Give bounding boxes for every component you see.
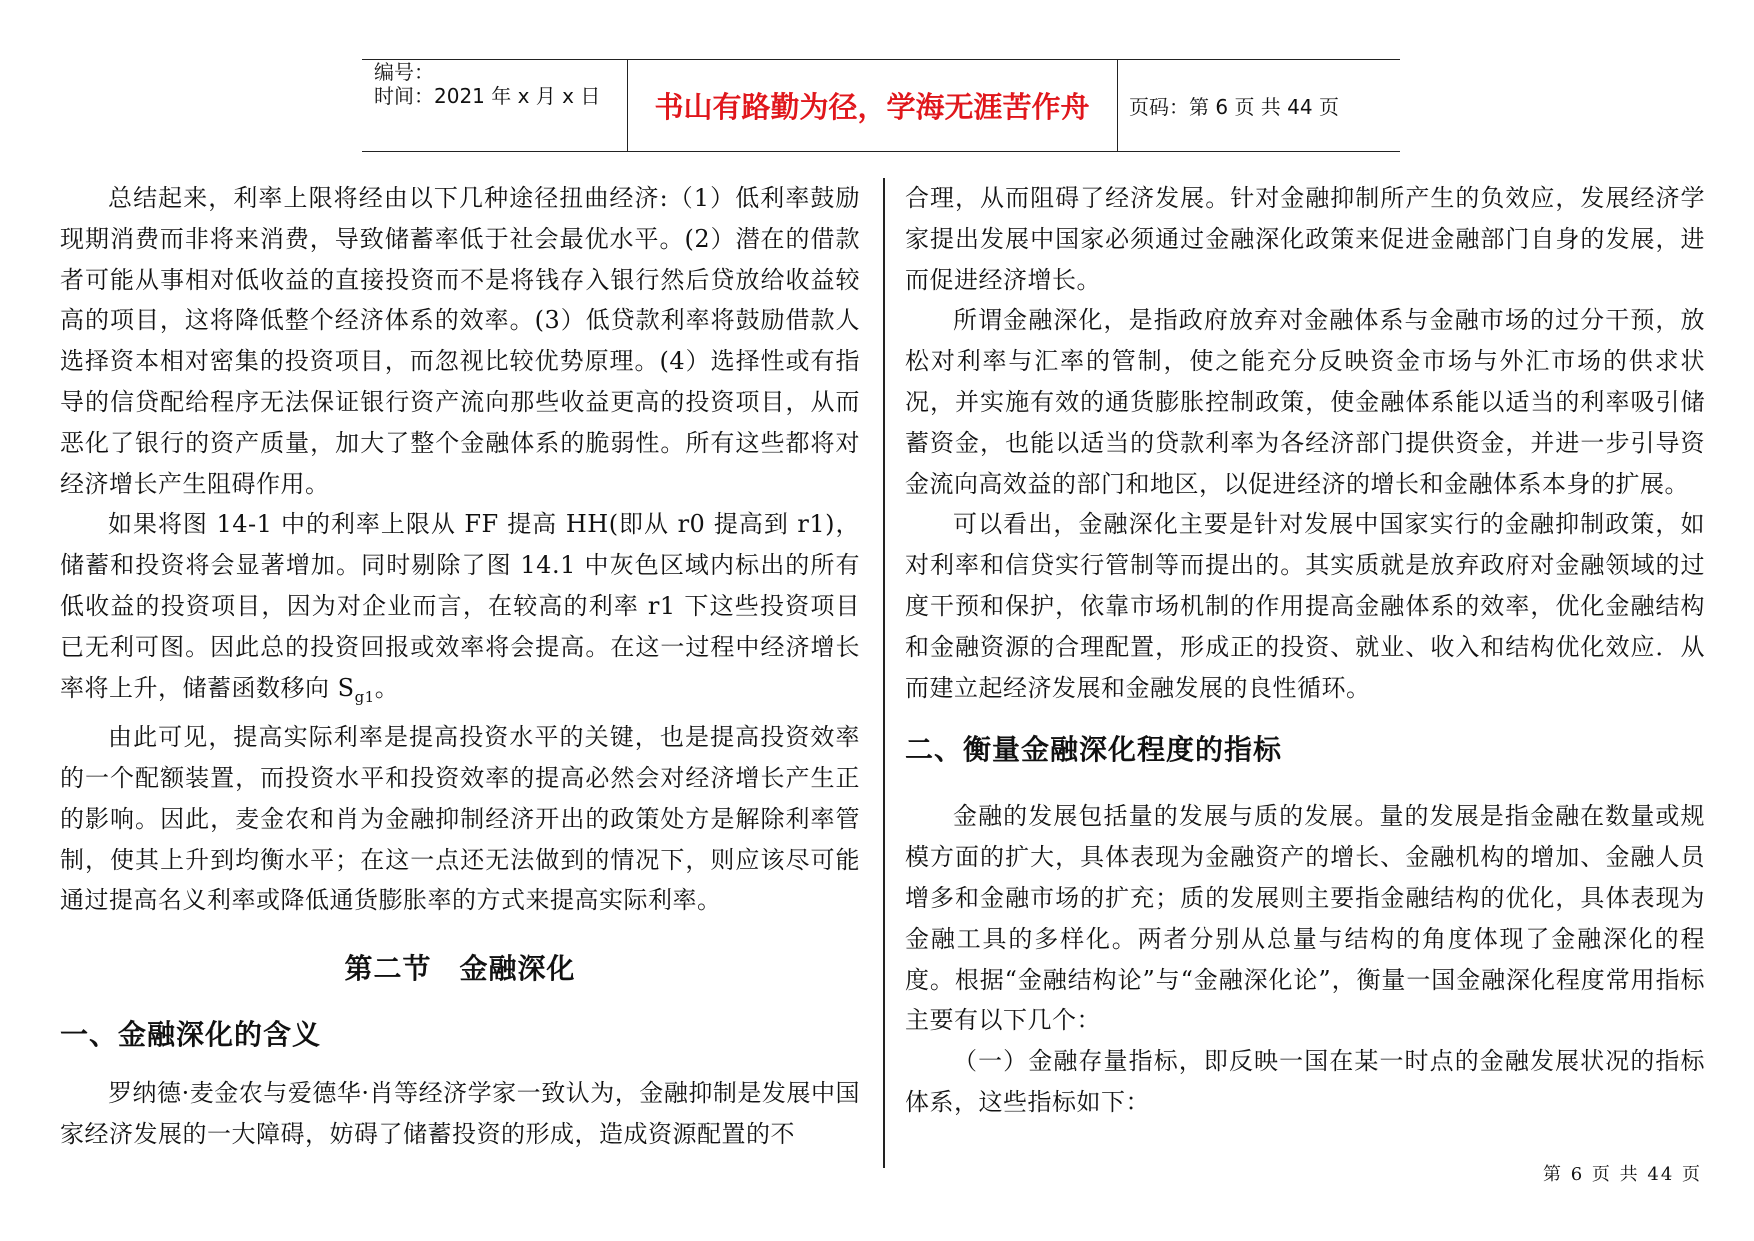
left-column: [60, 178, 860, 1155]
left-paragraph-2-text: 如果将图 14-1 中的利率上限从 FF 提高 HH(即从 r0 提高到 r1)，储蓄和投资将会显著增加。同时剔除了图 14.1 中灰色区域内标出的所有低收益的投资项目，因为对企业而言，在较高的利率 r1 下这些投资项目已无利可图。因此总的投资回报或效率将会提高。在这一过程中经济增长率将上升，储蓄函数移向 S: [60, 510, 860, 702]
right-paragraph-1: 合理，从而阻碍了经济发展。针对金融抑制所产生的负效应，发展经济学家提出发展中国家必须通过金融深化政策来促进金融部门自身的发展，进而促进经济增长。: [905, 184, 1705, 294]
motto: 书山有路勤为径，学海无涯苦作舟: [654, 90, 1090, 124]
header-page-info: 页码：第 6 页 共 44 页: [1129, 95, 1339, 119]
heading-meaning: 一、金融深化的含义: [60, 1018, 322, 1052]
left-paragraph-1: 总结起来，利率上限将经由以下几种途径扭曲经济:（1）低利率鼓励现期消费而非将来消费，导致储蓄率低于社会最优水平。(2）潜在的借款者可能从事相对低收益的直接投资而不是将钱存入银行然后贷放给收益较高的项目，这将降低整个经济体系的效率。(3）低贷款利率将鼓励借款人选择资本相对密集的投资项目，而忽视比较优势原理。(4）选择性或有指导的信贷配给程序无法保证银行资产流向那些收益更高的投资项目，从而恶化了银行的资产质量，加大了整个金融体系的脆弱性。所有这些都将对经济增长产生阻碍作用。: [60, 184, 860, 498]
left-paragraph-2-end: 。: [374, 673, 400, 702]
header-right-cell: [1117, 60, 1400, 151]
footer-page-number: 第 6 页 共 44 页: [1543, 1164, 1702, 1185]
subscript-g1: g1: [354, 687, 375, 706]
heading-indicators: 二、衡量金融深化程度的指标: [905, 733, 1283, 767]
left-paragraph-3: 由此可见，提高实际利率是提高投资水平的关键，也是提高投资效率的一个配额装置，而投资水平和投资效率的提高必然会对经济增长产生正的影响。因此，麦金农和肖为金融抑制经济开出的政策处方是解除利率管制，使其上升到均衡水平；在这一点还无法做到的情况下，则应该尽可能通过提高名义利率或降低通货膨胀率的方式来提高实际利率。: [60, 723, 860, 915]
right-paragraph-3: 可以看出，金融深化主要是针对发展中国家实行的金融抑制政策，如对利率和信贷实行管制等而提出的。其实质就是放弃政府对金融领域的过度干预和保护，依靠市场机制的作用提高金融体系的效率，优化金融结构和金融资源的合理配置，形成正的投资、就业、收入和结构优化效应．从而建立起经济发展和金融发展的良性循环。: [905, 510, 1705, 702]
header-left-cell: [362, 60, 628, 151]
left-paragraph-4: 罗纳德·麦金农与爱德华·肖等经济学家一致认为，金融抑制是发展中国家经济发展的一大障碍，妨碍了储蓄投资的形成，造成资源配置的不: [60, 1079, 860, 1148]
right-paragraph-2: 所谓金融深化，是指政府放弃对金融体系与金融市场的过分干预，放松对利率与汇率的管制，使之能充分反映资金市场与外汇市场的供求状况，并实施有效的通货膨胀控制政策，使金融体系能以适当的利率吸引储蓄资金，也能以适当的贷款利率为各经济部门提供资金，并进一步引导资金流向高效益的部门和地区，以促进经济的增长和金融体系本身的扩展。: [905, 306, 1705, 498]
column-divider: [883, 178, 885, 1168]
right-paragraph-5: （一）金融存量指标，即反映一国在某一时点的金融发展状况的指标体系，这些指标如下：: [905, 1047, 1705, 1116]
number-label: 编号：: [374, 60, 434, 84]
right-paragraph-4: 金融的发展包括量的发展与质的发展。量的发展是指金融在数量或规模方面的扩大，具体表现为金融资产的增长、金融机构的增加、金融人员增多和金融市场的扩充；质的发展则主要指金融结构的优化，具体表现为金融工具的多样化。两者分别从总量与结构的角度体现了金融深化的程度。根据“金融结构论”与“金融深化论”，衡量一国金融深化程度常用指标主要有以下几个：: [905, 802, 1705, 1035]
time-label: 时间：2021 年 x 月 x 日: [374, 84, 601, 108]
right-column: [905, 178, 1705, 1123]
section-title: [60, 935, 860, 1003]
section-name: 金融深化: [459, 952, 576, 986]
section-number: 第二节: [344, 952, 432, 986]
left-paragraph-2: [60, 504, 860, 717]
document-header: [362, 59, 1400, 152]
header-mid-cell: [627, 60, 1118, 151]
